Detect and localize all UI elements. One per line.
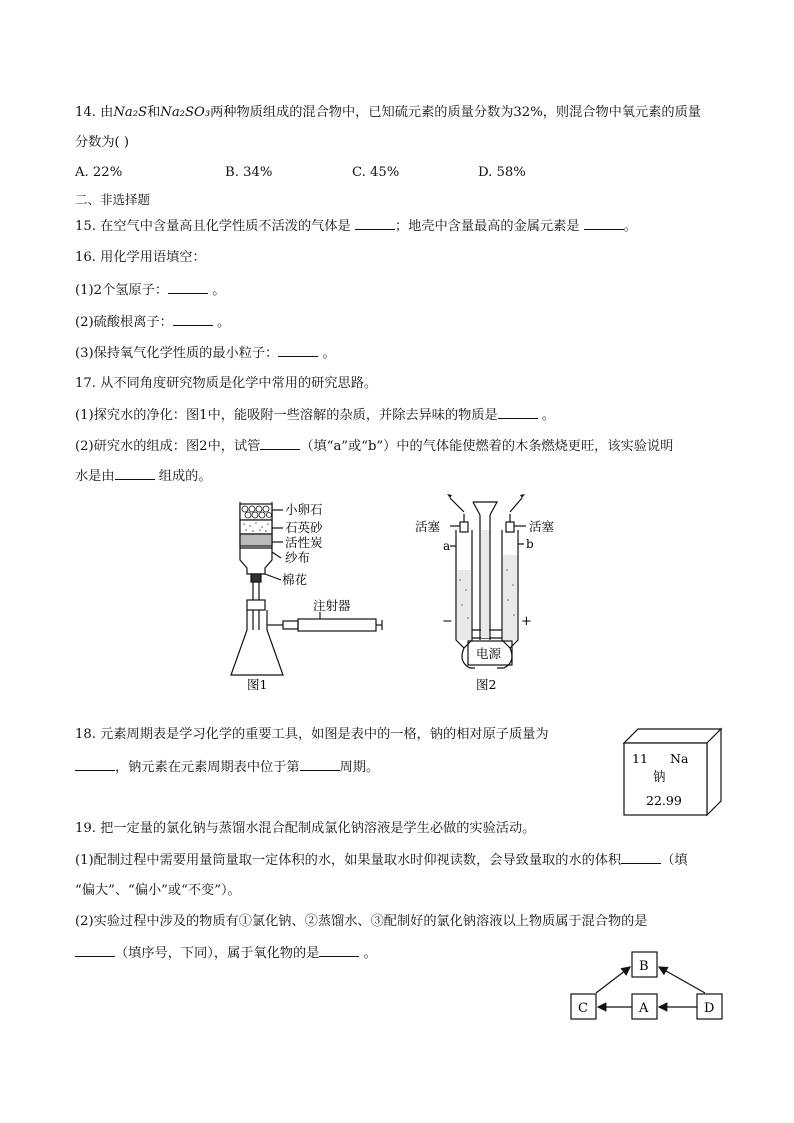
figure1-filter-apparatus: [225, 490, 390, 695]
q14-option-b: B. 34%: [225, 165, 273, 180]
q17-part2: [75, 437, 673, 456]
answer-blank[interactable]: [621, 851, 661, 864]
label-stopcock-right: 活塞: [529, 519, 555, 534]
answer-blank[interactable]: [319, 944, 359, 957]
q17-stem: 17. 从不同角度研究物质是化学中常用的研究思路。: [75, 376, 378, 391]
q14-option-d: D. 58%: [478, 165, 526, 180]
formula-na2s: Na₂S: [113, 105, 148, 120]
q14-prefix: 14. 由: [75, 105, 114, 120]
answer-blank[interactable]: [173, 313, 213, 326]
label-positive: +: [521, 614, 532, 629]
q19-part3: [75, 944, 377, 963]
q19-stem: 19. 把一定量的氯化钠与蒸馏水混合配制成氯化钠溶液是学生必做的实验活动。: [75, 821, 536, 836]
arrow-d-to-b: [659, 967, 705, 993]
q15-part2: ；地壳中含量最高的金属元素是: [394, 219, 580, 234]
q18-line2: [75, 758, 379, 777]
q15-line: [75, 217, 637, 236]
q19-p3-end: 。: [363, 946, 377, 961]
node-d-label: D: [704, 1001, 715, 1016]
element-number: 11: [632, 751, 648, 766]
q16-stem: 16. 用化学用语填空：: [75, 250, 206, 265]
figure1-caption: 图1: [247, 677, 268, 692]
relationship-diagram: [565, 945, 730, 1025]
q14-suffix: 两种物质组成的混合物中，已知硫元素的质量分数为32%，则混合物中氧元素的质量: [210, 105, 701, 120]
q19-p3-text: （填序号，下同），属于氧化物的是: [115, 946, 320, 961]
q15-part1: 15. 在空气中含量高且化学性质不活泼的气体是: [75, 219, 351, 234]
q17-p1-end: 。: [541, 408, 556, 423]
answer-blank[interactable]: [115, 467, 155, 480]
q17-p1-text: (1)探究水的净化：图1中，能吸附一些溶解的杂质，并除去异味的物质是: [75, 408, 498, 423]
formula-na2so3: Na₂SO₃: [160, 105, 211, 120]
answer-blank[interactable]: [260, 437, 300, 450]
element-mass: 22.99: [646, 793, 682, 808]
answer-blank[interactable]: [75, 758, 115, 771]
q17-p3-text: 水是由: [75, 469, 115, 484]
answer-blank[interactable]: [278, 344, 318, 357]
q17-p2-text: (2)研究水的组成：图2中，试管: [75, 439, 261, 454]
q16-item1-end: 。: [212, 283, 226, 298]
answer-blank[interactable]: [355, 217, 395, 230]
figure2-electrolysis-apparatus: [410, 490, 575, 695]
label-tube-b: b: [526, 537, 534, 551]
element-name: 钠: [653, 769, 666, 784]
label-syringe: 注射器: [313, 598, 351, 613]
q17-part3: [75, 467, 212, 486]
q16-item3-end: 。: [322, 346, 336, 361]
q19-p1-fill: （填: [661, 853, 688, 868]
q19-part2: (2)实验过程中涉及的物质有①氯化钠、②蒸馏水、③配制好的氯化钠溶液以上物质属于混合物的是: [75, 914, 648, 929]
label-negative: −: [442, 614, 453, 629]
q14-and: 和: [147, 105, 161, 120]
q16-item1-text: (1)2个氢原子：: [75, 283, 169, 298]
q18-line2-text: ，钠元素在元素周期表中位于第: [115, 760, 300, 775]
q17-part1: [75, 406, 555, 425]
q14-line1: [75, 104, 701, 122]
q14-option-c: C. 45%: [352, 165, 400, 180]
node-b-label: B: [639, 959, 649, 974]
element-symbol: Na: [670, 751, 689, 766]
q16-item2-text: (2)硫酸根离子：: [75, 315, 173, 330]
label-activated-carbon: 活性炭: [285, 535, 323, 550]
answer-blank[interactable]: [584, 217, 624, 230]
answer-blank[interactable]: [300, 758, 340, 771]
q16-item3-text: (3)保持氧气化学性质的最小粒子：: [75, 346, 279, 361]
label-power-supply: 电源: [476, 646, 502, 661]
label-tube-a: a: [443, 539, 451, 553]
label-cotton: 棉花: [282, 572, 308, 587]
answer-blank[interactable]: [75, 944, 115, 957]
q16-item3: [75, 344, 336, 363]
node-a-label: A: [639, 1001, 649, 1016]
label-stopcock-left: 活塞: [415, 519, 441, 534]
section-heading: 二、非选择题: [75, 192, 151, 207]
q19-p1-text: (1)配制过程中需要用量筒量取一定体积的水，如果量取水时仰视读数，会导致量取的水的体积: [75, 853, 622, 868]
q18-line2-end: 周期。: [339, 760, 380, 775]
label-quartz-sand: 石英砂: [285, 520, 323, 535]
q19-part1-cont: “偏大”、“偏小”或“不变”）。: [75, 883, 241, 898]
label-pebbles: 小卵石: [285, 502, 323, 517]
periodic-table-cell: [618, 725, 723, 817]
q15-part3: 。: [623, 219, 637, 234]
label-gauze: 纱布: [285, 550, 311, 565]
q14-option-a: A. 22%: [75, 165, 123, 180]
arrow-c-to-b: [596, 967, 630, 993]
answer-blank[interactable]: [498, 406, 538, 419]
node-c-label: C: [578, 1001, 588, 1016]
q17-p3-end: 组成的。: [158, 469, 212, 484]
figure2-caption: 图2: [476, 677, 497, 692]
q14-line2: 分数为( ): [75, 135, 130, 150]
answer-blank[interactable]: [168, 281, 208, 294]
q16-item2: [75, 313, 230, 332]
q17-p2-rest: （填“a”或“b”）中的气体能使燃着的木条燃烧更旺，该实验说明: [300, 439, 674, 454]
q16-item2-end: 。: [217, 315, 231, 330]
q18-line1: 18. 元素周期表是学习化学的重要工具，如图是表中的一格，钠的相对原子质量为: [75, 727, 549, 742]
q16-item1: [75, 281, 225, 300]
q19-part1: [75, 851, 688, 870]
